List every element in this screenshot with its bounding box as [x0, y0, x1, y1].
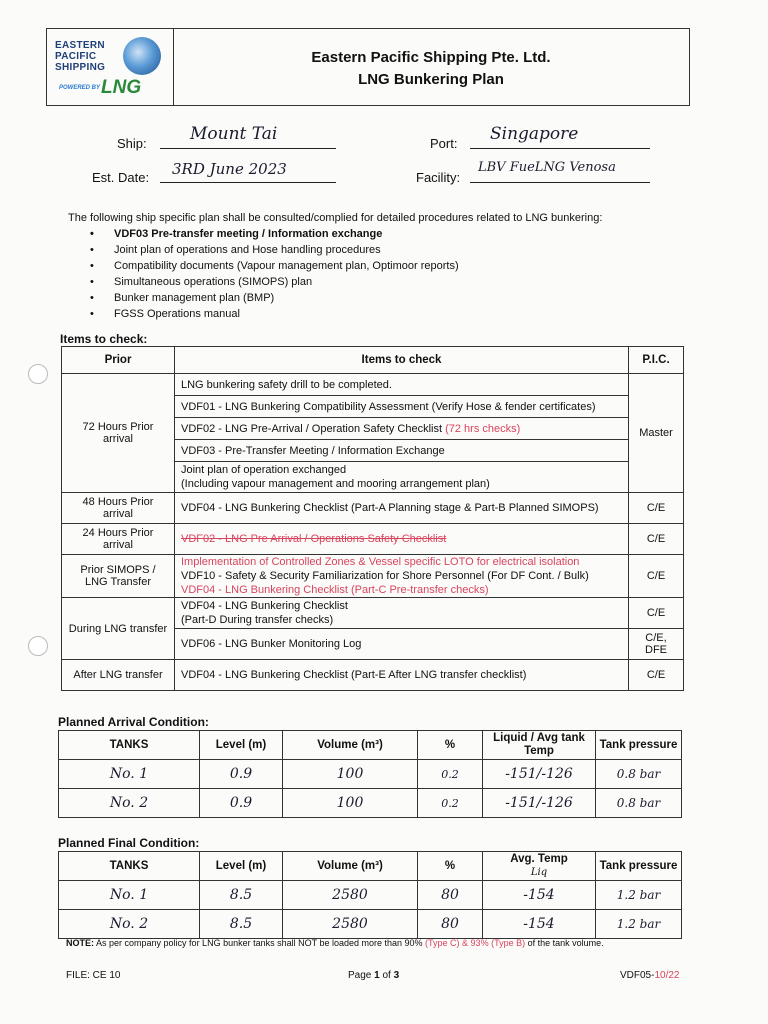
prior-cell: 72 Hours Prior arrival: [62, 374, 175, 493]
col-temp: Avg. Temp Liq: [483, 852, 596, 881]
prior-cell: Prior SIMOPS / LNG Transfer: [62, 555, 175, 598]
cell-temp: -151/-126: [483, 760, 596, 789]
items-to-check-title: Items to check:: [60, 332, 148, 346]
pic-cell: Master: [629, 374, 684, 493]
cell-pressure: 1.2 bar: [596, 881, 682, 910]
port-value: Singapore: [490, 124, 579, 144]
cell-volume: 100: [283, 760, 418, 789]
cell-percent: 0.2: [418, 789, 483, 818]
ship-underline: [160, 148, 336, 149]
table-row: [62, 555, 684, 598]
list-item: • VDF03 Pre-transfer meeting / Information exchange: [90, 226, 459, 242]
policy-note: NOTE: As per company policy for LNG bunker tanks shall NOT be loaded more than 90% (Type C) & 93% (Type B) of the tank volume.: [66, 938, 604, 948]
prior-cell: After LNG transfer: [62, 660, 175, 691]
final-title: Planned Final Condition:: [58, 836, 200, 850]
cell-temp: -154: [483, 910, 596, 939]
check-item: VDF02 - LNG Pre-Arrival / Operation Safety Checklist (72 hrs checks): [175, 418, 629, 440]
prior-cell: 24 Hours Prior arrival: [62, 524, 175, 555]
col-tanks: TANKS: [59, 852, 200, 881]
col-pic: P.I.C.: [629, 347, 684, 374]
cell-percent: 80: [418, 910, 483, 939]
plan-title: LNG Bunkering Plan: [358, 71, 504, 88]
file-reference: FILE: CE 10: [66, 970, 121, 981]
date-value: 3RD June 2023: [172, 160, 287, 178]
col-pressure: Tank pressure: [596, 852, 682, 881]
logo-lng: LNG: [101, 77, 142, 98]
cell-temp: -154: [483, 881, 596, 910]
cell-pressure: 1.2 bar: [596, 910, 682, 939]
col-prior: Prior: [62, 347, 175, 374]
col-items: Items to check: [175, 347, 629, 374]
table-row: [62, 598, 684, 629]
table-row: [62, 524, 684, 555]
check-item: VDF04 - LNG Bunkering Checklist (Part-E After LNG transfer checklist): [175, 660, 629, 691]
table-row: [59, 881, 682, 910]
check-item: VDF01 - LNG Bunkering Compatibility Assessment (Verify Hose & fender certificates): [175, 396, 629, 418]
check-item: VDF03 - Pre-Transfer Meeting / Information Exchange: [175, 440, 629, 462]
cell-tank: No. 2: [59, 789, 200, 818]
cell-volume: 2580: [283, 881, 418, 910]
cell-tank: No. 2: [59, 910, 200, 939]
binder-hole: [28, 636, 48, 656]
list-item: • Bunker management plan (BMP): [90, 290, 459, 306]
prior-cell: During LNG transfer: [62, 598, 175, 660]
check-item: VDF04 - LNG Bunkering Checklist (Part-A Planning stage & Part-B Planned SIMOPS): [175, 493, 629, 524]
pic-cell: C/E: [629, 524, 684, 555]
col-percent: %: [418, 852, 483, 881]
ship-value: Mount Tai: [190, 124, 278, 144]
cell-pressure: 0.8 bar: [596, 760, 682, 789]
company-name: Eastern Pacific Shipping Pte. Ltd.: [311, 49, 551, 66]
cell-pressure: 0.8 bar: [596, 789, 682, 818]
ship-label: Ship:: [117, 136, 147, 151]
cell-level: 0.9: [200, 789, 283, 818]
cell-level: 0.9: [200, 760, 283, 789]
check-item: VDF04 - LNG Bunkering Checklist (Part-D During transfer checks): [175, 598, 629, 629]
col-level: Level (m): [200, 852, 283, 881]
check-item: VDF02 - LNG Pre Arrival / Operations Safety Checklist: [175, 524, 629, 555]
final-table: [58, 851, 682, 939]
form-revision: VDF05-10/22: [620, 970, 680, 981]
table-row: [62, 374, 684, 396]
table-row: [62, 660, 684, 691]
binder-hole: [28, 364, 48, 384]
list-item: • Joint plan of operations and Hose handling procedures: [90, 242, 459, 258]
port-underline: [470, 148, 650, 149]
cell-temp: -151/-126: [483, 789, 596, 818]
pic-cell: C/E: [629, 660, 684, 691]
reference-list: [90, 226, 459, 322]
col-tanks: TANKS: [59, 731, 200, 760]
check-item: VDF06 - LNG Bunker Monitoring Log: [175, 629, 629, 660]
table-row: [59, 760, 682, 789]
list-item: • Compatibility documents (Vapour management plan, Optimoor reports): [90, 258, 459, 274]
globe-icon: [123, 37, 161, 75]
logo-wordmark: EASTERN PACIFIC SHIPPING: [55, 40, 106, 73]
col-volume: Volume (m³): [283, 731, 418, 760]
temp-handwritten-note: Liq: [530, 867, 548, 878]
items-to-check-table: [61, 346, 684, 691]
cell-tank: No. 1: [59, 760, 200, 789]
cell-level: 8.5: [200, 910, 283, 939]
facility-underline: [470, 182, 650, 183]
facility-label: Facility:: [416, 170, 461, 185]
port-label: Port:: [430, 136, 458, 151]
cell-percent: 80: [418, 881, 483, 910]
cell-percent: 0.2: [418, 760, 483, 789]
check-item: Joint plan of operation exchanged (Including vapour management and mooring arrangement plan): [175, 462, 629, 493]
arrival-title: Planned Arrival Condition:: [58, 715, 209, 729]
pic-cell: C/E, DFE: [629, 629, 684, 660]
company-logo: [47, 29, 174, 105]
pic-cell: C/E: [629, 493, 684, 524]
date-label: Est. Date:: [92, 170, 150, 185]
document-title: [173, 47, 689, 91]
table-row: [59, 910, 682, 939]
table-row: [62, 493, 684, 524]
header-box: [46, 28, 690, 106]
date-underline: [160, 182, 336, 183]
col-pressure: Tank pressure: [596, 731, 682, 760]
check-item: LNG bunkering safety drill to be completed.: [175, 374, 629, 396]
list-item: • Simultaneous operations (SIMOPS) plan: [90, 274, 459, 290]
intro-text: The following ship specific plan shall be consulted/complied for detailed procedures related to LNG bunkering:: [68, 212, 603, 224]
arrival-table: [58, 730, 682, 818]
cell-tank: No. 1: [59, 881, 200, 910]
pic-cell: C/E: [629, 598, 684, 629]
list-item: • FGSS Operations manual: [90, 306, 459, 322]
check-item: Implementation of Controlled Zones & Vessel specific LOTO for electrical isolation VDF10 - Safety & Security Familiarization for Shore Personnel (For DF Cont. / Bulk) VDF04 - LNG Bunkering Checklist (Part-C Pre-transfer checks): [175, 555, 629, 598]
table-row: [59, 789, 682, 818]
col-volume: Volume (m³): [283, 852, 418, 881]
facility-value: LBV FueLNG Venosa: [478, 160, 616, 175]
prior-cell: 48 Hours Prior arrival: [62, 493, 175, 524]
page-number: Page 1 of 3: [348, 970, 400, 981]
col-percent: %: [418, 731, 483, 760]
cell-volume: 100: [283, 789, 418, 818]
pic-cell: C/E: [629, 555, 684, 598]
col-temp: Liquid / Avg tank Temp: [483, 731, 596, 760]
cell-level: 8.5: [200, 881, 283, 910]
cell-volume: 2580: [283, 910, 418, 939]
col-level: Level (m): [200, 731, 283, 760]
logo-powered-by: POWERED BY: [59, 85, 101, 91]
